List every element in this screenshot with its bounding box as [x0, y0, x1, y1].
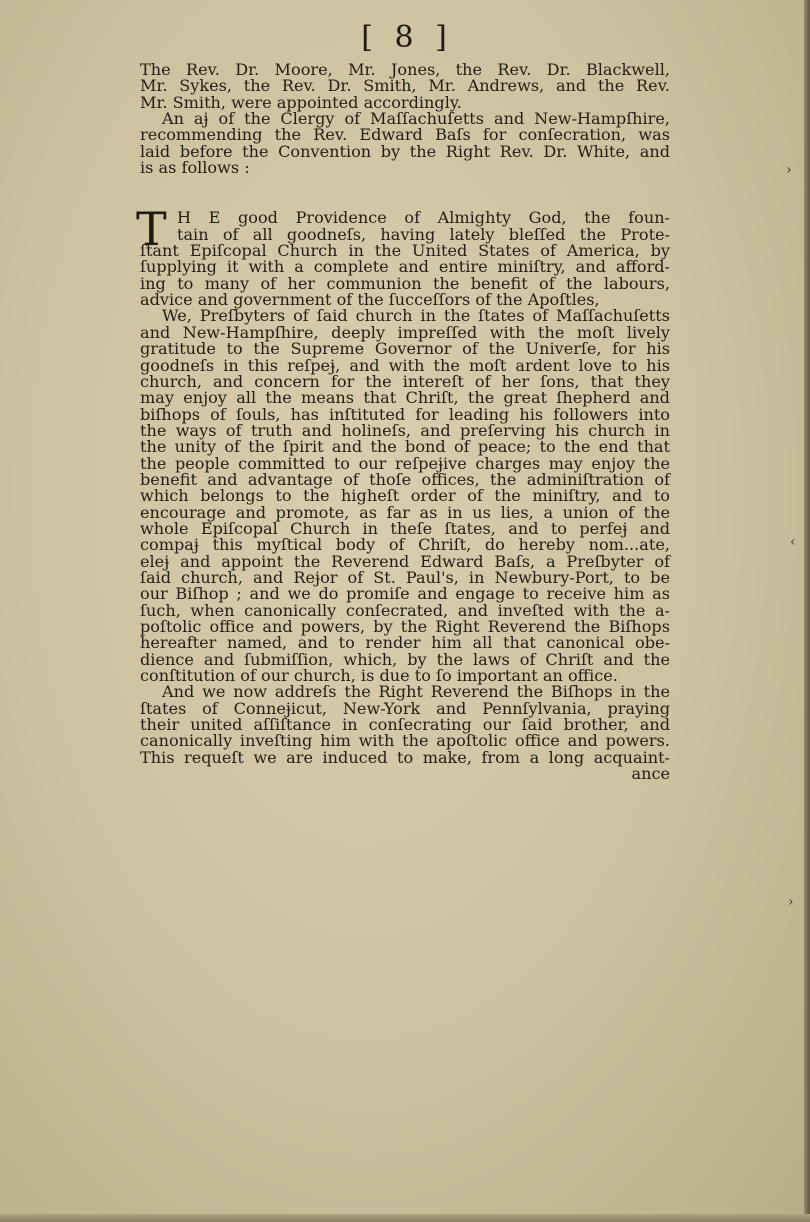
text-line: encourage and promote, as far as in us lies, a union of the: [140, 502, 670, 522]
text-line: conſtitution of our church, is due to ſo important an office.: [140, 666, 618, 686]
ink-speck: ‹: [790, 534, 796, 550]
text-line: ing to many of her communion the benefit of the labours,: [140, 273, 670, 293]
text-line: ſtates of Conneɉicut, New-York and Pennſylvania, praying: [140, 698, 670, 718]
catchword: ance: [631, 764, 670, 784]
text-line: Mr. Smith, were appointed accordingly.: [140, 92, 462, 112]
spacer: [140, 176, 670, 193]
text-line: and New-Hampſhire, deeply impreſſed with the moſt lively: [140, 322, 670, 342]
page-edge-right: [804, 0, 810, 1222]
page-number: [ 8 ]: [361, 20, 453, 55]
text-line: H E good Providence of Almighty God, the foun-: [177, 208, 670, 228]
text-line: poſtolic office and powers, by the Right Reverend the Biſhops: [140, 617, 670, 636]
body-text: [136, 60, 670, 784]
text-line: their united aſſiſtance in conſecrating our ſaid brother, and: [140, 715, 670, 735]
text-line: ſupplying it with a complete and entire miniſtry, and afford-: [140, 257, 670, 277]
text-line: which belongs to the higheſt order of the miniſtry, and to: [140, 486, 670, 506]
text-line: compaɉ this myſtical body of Chriſt, do hereby nom...ate,: [140, 535, 670, 555]
text-line: We, Preſbyters of ſaid church in the ſtates of Maſſachuſetts: [162, 306, 670, 326]
text-line: tain of all goodneſs, having lately bleſſed the Prote-: [177, 224, 670, 244]
text-line: whole Epiſcopal Church in theſe ſtates, and to perfeɉ and: [140, 518, 670, 538]
text-line: may enjoy all the means that Chriſt, the great ſhepherd and: [140, 388, 670, 408]
drop-cap: T: [136, 202, 167, 257]
text-line: benefit and advantage of thoſe offices, the adminiſtration of: [140, 469, 670, 489]
page-edge-bottom: [0, 1214, 810, 1222]
text-line: eleɉ and appoint the Reverend Edward Baſs, a Preſbyter of: [140, 551, 670, 571]
text-line: And we now addreſs the Right Reverend the Biſhops in the: [162, 682, 670, 702]
text-line: advice and government of the ſucceſſors of the Apoſtles,: [140, 290, 600, 310]
text-line: the ways of truth and holineſs, and preſerving his church in: [140, 420, 670, 440]
text-line: The Rev. Dr. Moore, Mr. Jones, the Rev. Dr. Blackwell,: [140, 60, 670, 79]
text-line: ſuch, when canonically conſecrated, and inveſted with the a-: [140, 600, 670, 620]
text-line: goodneſs in this reſpeɉ, and with the moſt ardent love to his: [140, 355, 670, 375]
text-line: the unity of the ſpirit and the bond of peace; to the end that: [140, 437, 670, 457]
text-line: Mr. Sykes, the Rev. Dr. Smith, Mr. Andrews, and the Rev.: [140, 76, 670, 96]
text-line: gratitude to the Supreme Governor of the Univerſe, for his: [140, 339, 670, 359]
text-line: is as follows :: [140, 158, 250, 178]
text-line: An aɉ of the Clergy of Maſſachuſetts and New-Hampſhire,: [162, 109, 670, 129]
text-line: This requeſt we are induced to make, from a long acquaint-: [140, 747, 670, 767]
text-line: biſhops of ſouls, has inſtituted for leading his followers into: [140, 404, 670, 424]
text-line: laid before the Convention by the Right Rev. Dr. White, and: [140, 141, 670, 161]
ink-speck: ›: [788, 894, 794, 910]
text-line: recommending the Rev. Edward Baſs for conſecration, was: [140, 125, 670, 145]
text-line: canonically inveſting him with the apoſtolic office and powers.: [140, 731, 670, 751]
text-line: hereafter named, and to render him all that canonical obe-: [140, 633, 670, 653]
text-line: ſtant Epiſcopal Church in the United States of America, by: [140, 241, 670, 261]
ink-speck: ›: [786, 162, 792, 178]
text-line: our Biſhop ; and we do promiſe and engage to receive him as: [140, 584, 670, 604]
text-line: the people committed to our reſpeɉive charges may enjoy the: [140, 453, 670, 473]
text-line: church, and concern for the intereſt of her ſons, that they: [140, 371, 670, 391]
text-line: ſaid church, and Reɉor of St. Paul's, in Newbury-Port, to be: [140, 567, 670, 587]
text-line: dience and ſubmiſſion, which, by the laws of Chriſt and the: [140, 649, 670, 669]
